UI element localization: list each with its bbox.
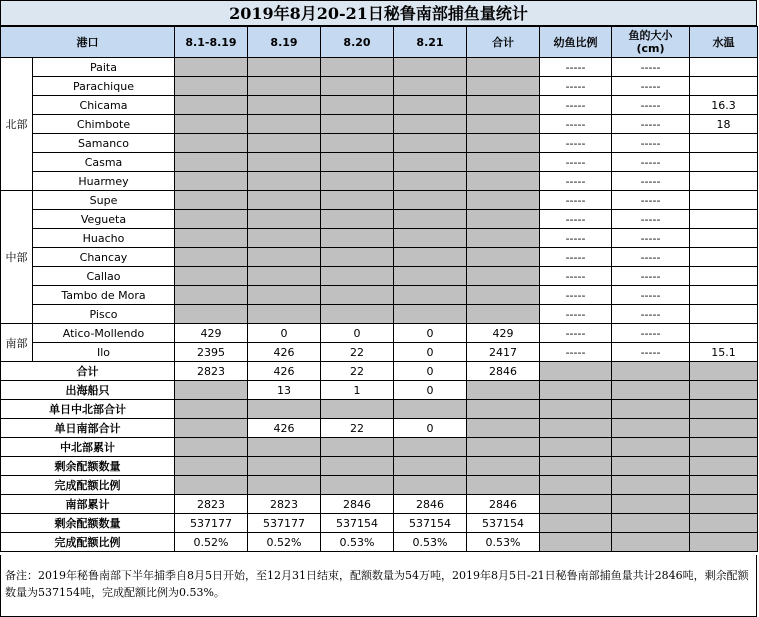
summary-value [248, 438, 321, 457]
catch-value [467, 210, 540, 229]
summary-row [1, 457, 758, 476]
header-water-temp: 水温 [690, 27, 758, 58]
table-row [1, 153, 758, 172]
port-name: Casma [33, 153, 175, 172]
port-name: Chimbote [33, 115, 175, 134]
catch-value [175, 134, 248, 153]
summary-value [467, 419, 540, 438]
fish-size: ----- [612, 77, 690, 96]
catch-table [0, 26, 758, 552]
catch-value [394, 172, 467, 191]
summary-empty [690, 400, 758, 419]
table-row [1, 343, 758, 362]
catch-value [321, 305, 394, 324]
summary-value [467, 457, 540, 476]
water-temp [690, 248, 758, 267]
catch-value: 0 [248, 324, 321, 343]
summary-value: 0.53% [394, 533, 467, 552]
young-ratio: ----- [540, 267, 612, 286]
header-fish-size-label: 鱼的大小 (cm) [628, 29, 673, 55]
catch-value [321, 134, 394, 153]
summary-value [248, 457, 321, 476]
catch-value [321, 58, 394, 77]
table-row [1, 267, 758, 286]
summary-value [467, 438, 540, 457]
summary-value: 2846 [467, 362, 540, 381]
catch-value [321, 229, 394, 248]
fish-size: ----- [612, 305, 690, 324]
port-name: Callao [33, 267, 175, 286]
port-name: Huacho [33, 229, 175, 248]
summary-empty [690, 495, 758, 514]
summary-value [467, 400, 540, 419]
fish-size: ----- [612, 210, 690, 229]
summary-label: 单日南部合计 [1, 419, 175, 438]
summary-row [1, 495, 758, 514]
fish-size: ----- [612, 134, 690, 153]
summary-label: 合计 [1, 362, 175, 381]
catch-value [321, 286, 394, 305]
young-ratio: ----- [540, 191, 612, 210]
catch-value [175, 172, 248, 191]
catch-value [248, 153, 321, 172]
water-temp [690, 134, 758, 153]
catch-value [467, 77, 540, 96]
catch-value [394, 153, 467, 172]
summary-value: 22 [321, 419, 394, 438]
summary-empty [540, 514, 612, 533]
table-row [1, 191, 758, 210]
summary-empty [612, 514, 690, 533]
catch-value: 2417 [467, 343, 540, 362]
summary-empty [612, 476, 690, 495]
catch-value [394, 248, 467, 267]
catch-value [248, 305, 321, 324]
summary-value [321, 476, 394, 495]
young-ratio: ----- [540, 324, 612, 343]
summary-empty [690, 533, 758, 552]
summary-empty [540, 495, 612, 514]
water-temp [690, 267, 758, 286]
catch-value [248, 267, 321, 286]
young-ratio: ----- [540, 210, 612, 229]
catch-value [175, 286, 248, 305]
catch-value [394, 229, 467, 248]
summary-row [1, 362, 758, 381]
young-ratio: ----- [540, 96, 612, 115]
catch-value [394, 210, 467, 229]
catch-value [467, 96, 540, 115]
catch-value [394, 96, 467, 115]
catch-value: 429 [467, 324, 540, 343]
catch-value [467, 191, 540, 210]
summary-label: 南部累计 [1, 495, 175, 514]
water-temp [690, 324, 758, 343]
table-row [1, 210, 758, 229]
catch-value [175, 77, 248, 96]
water-temp [690, 305, 758, 324]
fish-size: ----- [612, 324, 690, 343]
summary-value [321, 400, 394, 419]
catch-value [394, 115, 467, 134]
young-ratio: ----- [540, 115, 612, 134]
table-row [1, 248, 758, 267]
young-ratio: ----- [540, 77, 612, 96]
catch-value [467, 286, 540, 305]
summary-empty [612, 400, 690, 419]
table-row [1, 58, 758, 77]
summary-value [248, 476, 321, 495]
port-name: Atico-Mollendo [33, 324, 175, 343]
young-ratio: ----- [540, 153, 612, 172]
port-name: Pisco [33, 305, 175, 324]
water-temp: 15.1 [690, 343, 758, 362]
header-col-3: 8.20 [321, 27, 394, 58]
summary-empty [612, 495, 690, 514]
catch-value [467, 58, 540, 77]
fish-size: ----- [612, 96, 690, 115]
footnote: 备注：2019年秘鲁南部下半年捕季自8月5日开始，至12月31日结束，配额数量为54万吨，2019年8月5日-21日秘鲁南部捕鱼量共计2846吨，剩余配额数量为537154吨，完成配额比例为0.53%。 [0, 555, 757, 617]
catch-value [394, 267, 467, 286]
summary-value [467, 476, 540, 495]
young-ratio: ----- [540, 343, 612, 362]
catch-value [467, 153, 540, 172]
young-ratio: ----- [540, 172, 612, 191]
summary-empty [690, 438, 758, 457]
header-young-ratio: 幼鱼比例 [540, 27, 612, 58]
summary-value: 0 [394, 381, 467, 400]
catch-value [248, 96, 321, 115]
water-temp [690, 229, 758, 248]
summary-empty [612, 362, 690, 381]
summary-value [175, 381, 248, 400]
catch-value [248, 58, 321, 77]
catch-value [175, 229, 248, 248]
summary-row [1, 381, 758, 400]
young-ratio: ----- [540, 229, 612, 248]
summary-label: 完成配额比例 [1, 476, 175, 495]
fish-size: ----- [612, 191, 690, 210]
catch-value [467, 305, 540, 324]
fish-size: ----- [612, 172, 690, 191]
summary-empty [612, 381, 690, 400]
catch-value [175, 191, 248, 210]
summary-value: 2823 [175, 362, 248, 381]
summary-empty [690, 476, 758, 495]
water-temp [690, 153, 758, 172]
summary-empty [690, 381, 758, 400]
summary-value [394, 400, 467, 419]
catch-value [394, 134, 467, 153]
port-name: Supe [33, 191, 175, 210]
summary-row [1, 533, 758, 552]
catch-value [175, 58, 248, 77]
catch-value [175, 267, 248, 286]
fish-size: ----- [612, 58, 690, 77]
summary-value: 0.53% [321, 533, 394, 552]
summary-empty [540, 476, 612, 495]
summary-value: 537154 [467, 514, 540, 533]
catch-value [248, 134, 321, 153]
catch-value [467, 172, 540, 191]
summary-label: 出海船只 [1, 381, 175, 400]
water-temp [690, 172, 758, 191]
catch-value [467, 229, 540, 248]
summary-value [175, 419, 248, 438]
catch-value [248, 248, 321, 267]
catch-value [394, 77, 467, 96]
fish-size: ----- [612, 229, 690, 248]
young-ratio: ----- [540, 286, 612, 305]
catch-value [467, 134, 540, 153]
catch-value [248, 172, 321, 191]
summary-empty [612, 419, 690, 438]
fish-size: ----- [612, 153, 690, 172]
catch-value [321, 191, 394, 210]
summary-row [1, 476, 758, 495]
catch-value [248, 77, 321, 96]
table-row [1, 286, 758, 305]
fish-size: ----- [612, 343, 690, 362]
report-title: 2019年8月20-21日秘鲁南部捕鱼量统计 [0, 0, 757, 26]
summary-empty [540, 419, 612, 438]
water-temp [690, 286, 758, 305]
young-ratio: ----- [540, 305, 612, 324]
catch-value: 426 [248, 343, 321, 362]
catch-value [394, 286, 467, 305]
catch-value [175, 153, 248, 172]
summary-row [1, 419, 758, 438]
water-temp [690, 191, 758, 210]
header-col-1: 8.1-8.19 [175, 27, 248, 58]
summary-value: 2846 [394, 495, 467, 514]
summary-value: 537177 [248, 514, 321, 533]
table-row [1, 229, 758, 248]
catch-value [175, 115, 248, 134]
header-row [1, 27, 758, 58]
summary-row [1, 514, 758, 533]
water-temp: 18 [690, 115, 758, 134]
summary-value [394, 438, 467, 457]
catch-value [248, 229, 321, 248]
summary-value [248, 400, 321, 419]
port-name: Ilo [33, 343, 175, 362]
port-name: Vegueta [33, 210, 175, 229]
header-fish-size [612, 27, 690, 58]
catch-value [175, 210, 248, 229]
summary-value [394, 457, 467, 476]
summary-label: 中北部累计 [1, 438, 175, 457]
table-row [1, 172, 758, 191]
summary-value: 0 [394, 362, 467, 381]
summary-value: 13 [248, 381, 321, 400]
region-label-middle: 中部 [1, 191, 33, 324]
table-row [1, 134, 758, 153]
summary-empty [540, 362, 612, 381]
catch-value [248, 191, 321, 210]
summary-value [175, 476, 248, 495]
header-col-2: 8.19 [248, 27, 321, 58]
summary-empty [690, 514, 758, 533]
summary-value [394, 476, 467, 495]
port-name: Paita [33, 58, 175, 77]
region-label-north: 北部 [1, 58, 33, 191]
young-ratio: ----- [540, 134, 612, 153]
catch-value [321, 172, 394, 191]
table-row [1, 324, 758, 343]
summary-value: 0 [394, 419, 467, 438]
catch-value: 429 [175, 324, 248, 343]
summary-label: 剩余配额数量 [1, 514, 175, 533]
fish-size: ----- [612, 286, 690, 305]
summary-label: 剩余配额数量 [1, 457, 175, 476]
summary-value [467, 381, 540, 400]
catch-value [175, 248, 248, 267]
fish-size: ----- [612, 267, 690, 286]
catch-value [321, 96, 394, 115]
catch-value: 22 [321, 343, 394, 362]
summary-value: 2846 [467, 495, 540, 514]
fish-size: ----- [612, 248, 690, 267]
port-name: Samanco [33, 134, 175, 153]
catch-value: 0 [321, 324, 394, 343]
header-port: 港口 [1, 27, 175, 58]
summary-empty [540, 438, 612, 457]
table-row [1, 96, 758, 115]
header-total: 合计 [467, 27, 540, 58]
port-name: Tambo de Mora [33, 286, 175, 305]
summary-value: 1 [321, 381, 394, 400]
summary-empty [690, 457, 758, 476]
water-temp [690, 77, 758, 96]
summary-row [1, 400, 758, 419]
port-name: Chancay [33, 248, 175, 267]
table-row [1, 305, 758, 324]
catch-value: 2395 [175, 343, 248, 362]
summary-empty [612, 457, 690, 476]
summary-value [321, 457, 394, 476]
catch-value [467, 115, 540, 134]
summary-empty [540, 400, 612, 419]
young-ratio: ----- [540, 248, 612, 267]
table-row [1, 77, 758, 96]
port-name: Chicama [33, 96, 175, 115]
summary-value: 426 [248, 419, 321, 438]
summary-value [175, 400, 248, 419]
summary-value: 537154 [321, 514, 394, 533]
catch-value [467, 267, 540, 286]
catch-value [248, 286, 321, 305]
summary-empty [540, 533, 612, 552]
catch-value [394, 58, 467, 77]
fish-size: ----- [612, 115, 690, 134]
water-temp: 16.3 [690, 96, 758, 115]
summary-empty [690, 419, 758, 438]
summary-empty [612, 438, 690, 457]
summary-empty [690, 362, 758, 381]
summary-value [321, 438, 394, 457]
water-temp [690, 210, 758, 229]
water-temp [690, 58, 758, 77]
catch-value [321, 77, 394, 96]
catch-value [248, 115, 321, 134]
summary-empty [540, 381, 612, 400]
catch-value [175, 305, 248, 324]
region-label-south: 南部 [1, 324, 33, 362]
catch-value [321, 115, 394, 134]
catch-value [321, 248, 394, 267]
catch-value [321, 210, 394, 229]
summary-value [175, 438, 248, 457]
summary-value [175, 457, 248, 476]
catch-value: 0 [394, 324, 467, 343]
header-col-4: 8.21 [394, 27, 467, 58]
catch-value [394, 191, 467, 210]
catch-value [394, 305, 467, 324]
summary-value: 537154 [394, 514, 467, 533]
port-name: Parachique [33, 77, 175, 96]
summary-value: 537177 [175, 514, 248, 533]
port-name: Huarmey [33, 172, 175, 191]
summary-value: 2823 [248, 495, 321, 514]
summary-value: 0.53% [467, 533, 540, 552]
summary-value: 0.52% [175, 533, 248, 552]
table-row [1, 115, 758, 134]
summary-label: 单日中北部合计 [1, 400, 175, 419]
summary-row [1, 438, 758, 457]
summary-value: 2823 [175, 495, 248, 514]
summary-value: 0.52% [248, 533, 321, 552]
summary-value: 426 [248, 362, 321, 381]
catch-value [467, 248, 540, 267]
summary-value: 22 [321, 362, 394, 381]
summary-label: 完成配额比例 [1, 533, 175, 552]
summary-empty [612, 533, 690, 552]
catch-value: 0 [394, 343, 467, 362]
catch-value [175, 96, 248, 115]
catch-value [321, 153, 394, 172]
catch-value [321, 267, 394, 286]
summary-value: 2846 [321, 495, 394, 514]
catch-value [248, 210, 321, 229]
young-ratio: ----- [540, 58, 612, 77]
summary-empty [540, 457, 612, 476]
